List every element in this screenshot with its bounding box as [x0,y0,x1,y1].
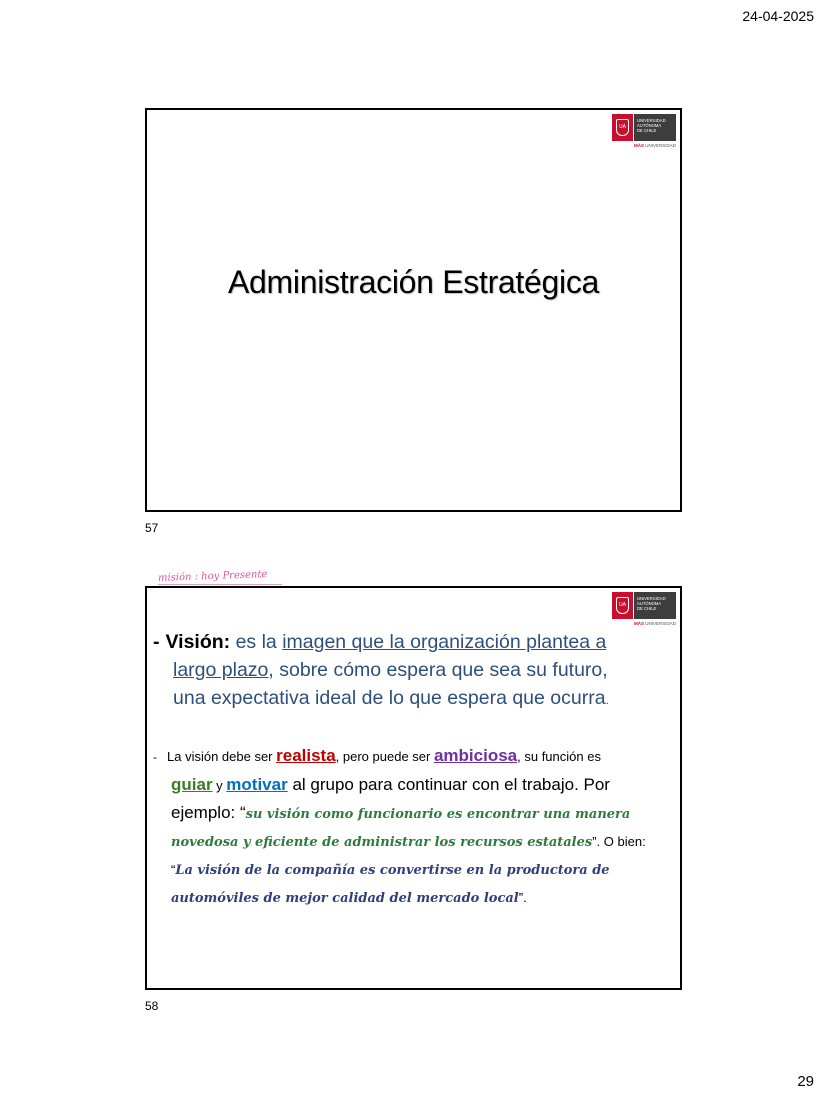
slide-number: 58 [145,999,159,1013]
page-date: 24-04-2025 [742,8,814,24]
logo-line-1: UNIVERSIDAD [637,118,666,123]
logo-text-block [634,592,676,619]
logo-line-2: AUTÓNOMA [637,123,662,128]
keyword-guiar: guiar [171,775,213,794]
logo-line-3: DE CHILE [637,606,657,611]
logo-line-3: DE CHILE [637,128,657,133]
logo-text-block [634,114,676,141]
university-logo [612,114,678,154]
slide-57 [145,108,682,512]
page-number: 29 [797,1073,814,1090]
logo-tagline: MÁS UNIVERSIDAD [634,143,677,148]
vision-explanation: - La visión debe ser realista, pero puede ser ambiciosa, su función es guiar y motivar al grupo para continuar con el trabajo. Por ejemplo: “su visión como funcionario es encontrar una manera novedosa y eficiente de administrar los recursos estatales”. O bien: “La visión de la compañía es convertirse en la productora de automóviles de mejor calidad del mercado local”. [153,746,646,906]
university-logo [612,592,678,632]
slide-title: Administración Estratégica [227,264,600,300]
logo-line-2: AUTÓNOMA [637,601,662,606]
logo-tagline: MÁS UNIVERSIDAD [634,621,677,626]
handwritten-underline [158,584,282,585]
vision-definition: - Visión: es la imagen que la organización plantea a largo plazo, sobre cómo espera que sea su futuro, una expectativa ideal de lo que espera que ocurra. [153,631,609,709]
handwritten-note: misión : hoy Presente [157,569,268,584]
example-quote-1: su visión como funcionario es encontrar una manera [245,807,631,822]
logo-red-block [612,592,633,619]
keyword-motivar: motivar [226,775,288,794]
example-quote-2: La visión de la compañía es convertirse en la productora de [175,863,610,878]
slide-58 [145,586,682,990]
logo-line-1: UNIVERSIDAD [637,596,666,601]
slide-number: 57 [145,521,159,535]
logo-red-block [612,114,633,141]
shield-icon: UA [616,119,629,136]
shield-icon: UA [616,597,629,614]
keyword-realista: realista [276,746,336,765]
vision-label: Visión: [165,631,231,653]
keyword-ambiciosa: ambiciosa [433,746,518,765]
